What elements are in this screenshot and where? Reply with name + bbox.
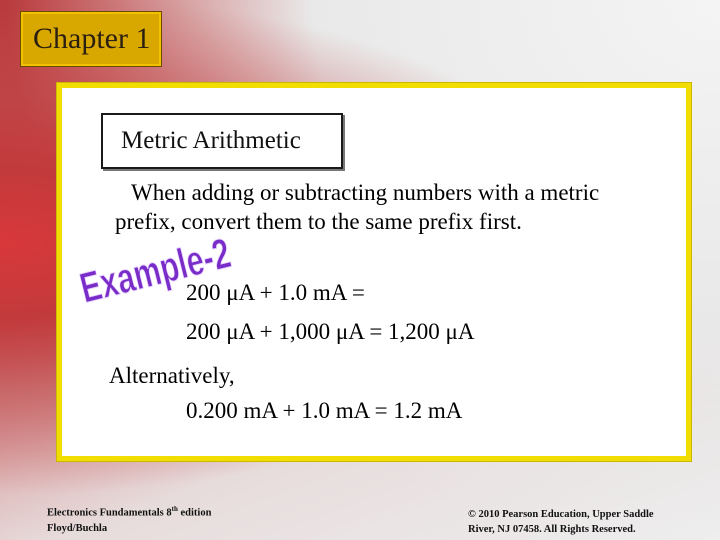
example-badge-text: Example-2 <box>75 228 236 312</box>
equation-3: 0.200 mA + 1.0 mA = 1.2 mA <box>186 398 463 423</box>
chapter-label-box <box>20 11 162 67</box>
footer-copyright <box>468 507 654 537</box>
intro-paragraph <box>115 178 655 236</box>
footer-authors: Floyd/Buchla <box>47 522 108 534</box>
example-badge <box>72 228 236 312</box>
intro-line-2: prefix, convert them to the same prefix first. <box>115 209 522 234</box>
equation-2: 200 μA + 1,000 μA = 1,200 μA <box>186 319 475 344</box>
intro-line-1: When adding or subtracting numbers with a metric <box>131 180 600 205</box>
footer-book-info <box>47 502 211 536</box>
slide-title-box <box>101 113 343 169</box>
footer-copyright-line-2: River, NJ 07458. All Rights Reserved. <box>468 524 636 535</box>
footer-copyright-line-1: © 2010 Pearson Education, Upper Saddle <box>468 509 654 520</box>
alternatively-label: Alternatively, <box>109 363 235 388</box>
slide-title: Metric Arithmetic <box>121 127 301 154</box>
chapter-label: Chapter 1 <box>33 22 151 55</box>
equation-1: 200 μA + 1.0 mA = <box>186 280 365 305</box>
footer-book-title: Electronics Fundamentals 8th edition <box>47 505 212 519</box>
